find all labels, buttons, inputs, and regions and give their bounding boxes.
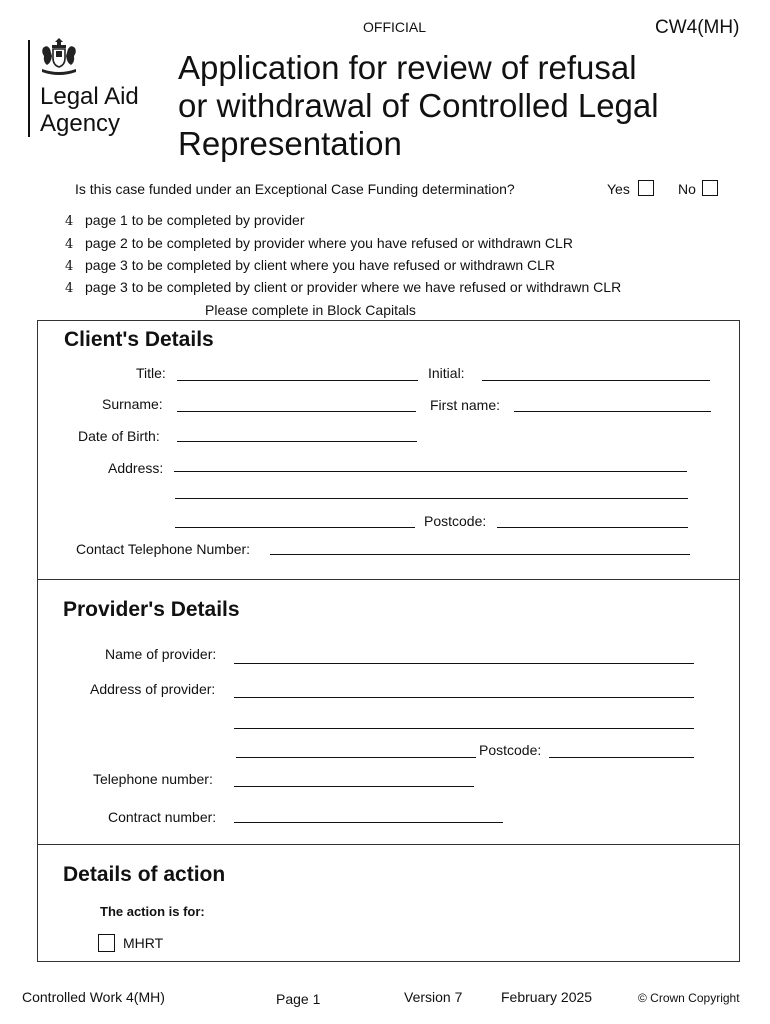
provider-phone-label: Telephone number: <box>93 771 213 787</box>
title-line-2: or withdrawal of Controlled Legal <box>178 87 659 124</box>
client-title-field[interactable] <box>177 380 418 381</box>
footer-form-name: Controlled Work 4(MH) <box>22 989 165 1005</box>
provider-postcode-field[interactable] <box>549 757 694 758</box>
logo-divider <box>28 40 30 137</box>
provider-phone-field[interactable] <box>234 786 474 787</box>
instruction-text: page 3 to be completed by client where you have refused or withdrawn CLR <box>85 257 556 273</box>
ecf-question: Is this case funded under an Exceptional Case Funding determination? <box>75 181 515 197</box>
form-title <box>178 49 758 163</box>
client-initial-field[interactable] <box>482 380 710 381</box>
provider-address-line-3[interactable] <box>236 757 476 758</box>
title-line-3: Representation <box>178 125 402 162</box>
provider-address-label: Address of provider: <box>90 681 216 697</box>
instruction-marker: 4 <box>65 259 74 274</box>
ecf-yes-label: Yes <box>607 181 630 197</box>
client-title-label: Title: <box>136 365 166 381</box>
footer-date: February 2025 <box>501 989 593 1005</box>
instruction-item <box>65 212 304 229</box>
form-code: CW4(MH) <box>655 17 740 38</box>
instruction-text: page 2 to be completed by provider where you have refused or withdrawn CLR <box>85 235 573 251</box>
client-initial-label: Initial: <box>428 365 465 381</box>
provider-contract-label: Contract number: <box>108 809 217 825</box>
instruction-text: page 1 to be completed by provider <box>85 212 305 228</box>
provider-address-line-1[interactable] <box>234 697 694 698</box>
section-divider <box>37 844 740 845</box>
provider-postcode-label: Postcode: <box>479 742 542 758</box>
client-dob-label: Date of Birth: <box>78 428 160 444</box>
mhrt-checkbox[interactable] <box>98 934 115 952</box>
royal-crest-icon <box>38 38 80 78</box>
client-postcode-field[interactable] <box>497 527 688 528</box>
classification-label: OFFICIAL <box>363 19 427 35</box>
ecf-no-label: No <box>678 181 696 197</box>
provider-details-heading: Provider's Details <box>63 598 240 621</box>
provider-name-field[interactable] <box>234 663 694 664</box>
section-divider <box>37 579 740 580</box>
client-details-heading: Client's Details <box>64 328 214 351</box>
action-details-heading: Details of action <box>63 863 226 886</box>
instruction-item <box>65 257 555 274</box>
title-line-1: Application for review of refusal <box>178 49 637 86</box>
client-dob-field[interactable] <box>177 441 417 442</box>
client-surname-field[interactable] <box>177 411 416 412</box>
client-first-name-field[interactable] <box>514 411 711 412</box>
provider-name-label: Name of provider: <box>105 646 217 662</box>
client-surname-label: Surname: <box>102 396 163 412</box>
block-capitals-note: Please complete in Block Capitals <box>205 302 416 318</box>
instruction-marker: 4 <box>65 237 74 252</box>
mhrt-option-label: MHRT <box>123 935 164 951</box>
client-address-line-2[interactable] <box>175 498 688 499</box>
client-address-line-1[interactable] <box>174 471 687 472</box>
instruction-text: page 3 to be completed by client or provider where we have refused or withdrawn CLR <box>85 279 622 295</box>
provider-address-line-2[interactable] <box>234 728 694 729</box>
action-for-label: The action is for: <box>100 904 205 919</box>
client-phone-label: Contact Telephone Number: <box>76 541 251 557</box>
instruction-item <box>65 235 573 252</box>
instruction-marker: 4 <box>65 214 74 229</box>
ecf-no-checkbox[interactable] <box>702 180 718 196</box>
logo-line-1: Legal Aid <box>40 83 139 110</box>
footer-copyright: © Crown Copyright <box>638 991 740 1005</box>
client-first-name-label: First name: <box>430 397 501 413</box>
provider-contract-field[interactable] <box>234 822 503 823</box>
logo-line-2: Agency <box>40 110 121 137</box>
footer-version: Version 7 <box>404 989 463 1005</box>
instruction-item <box>65 279 621 296</box>
client-postcode-label: Postcode: <box>424 513 487 529</box>
client-phone-field[interactable] <box>270 554 690 555</box>
agency-logo-text <box>40 83 139 137</box>
instruction-marker: 4 <box>65 281 74 296</box>
footer-page-number: Page 1 <box>276 991 321 1007</box>
ecf-yes-checkbox[interactable] <box>638 180 654 196</box>
client-address-line-3[interactable] <box>175 527 415 528</box>
client-address-label: Address: <box>108 460 164 476</box>
